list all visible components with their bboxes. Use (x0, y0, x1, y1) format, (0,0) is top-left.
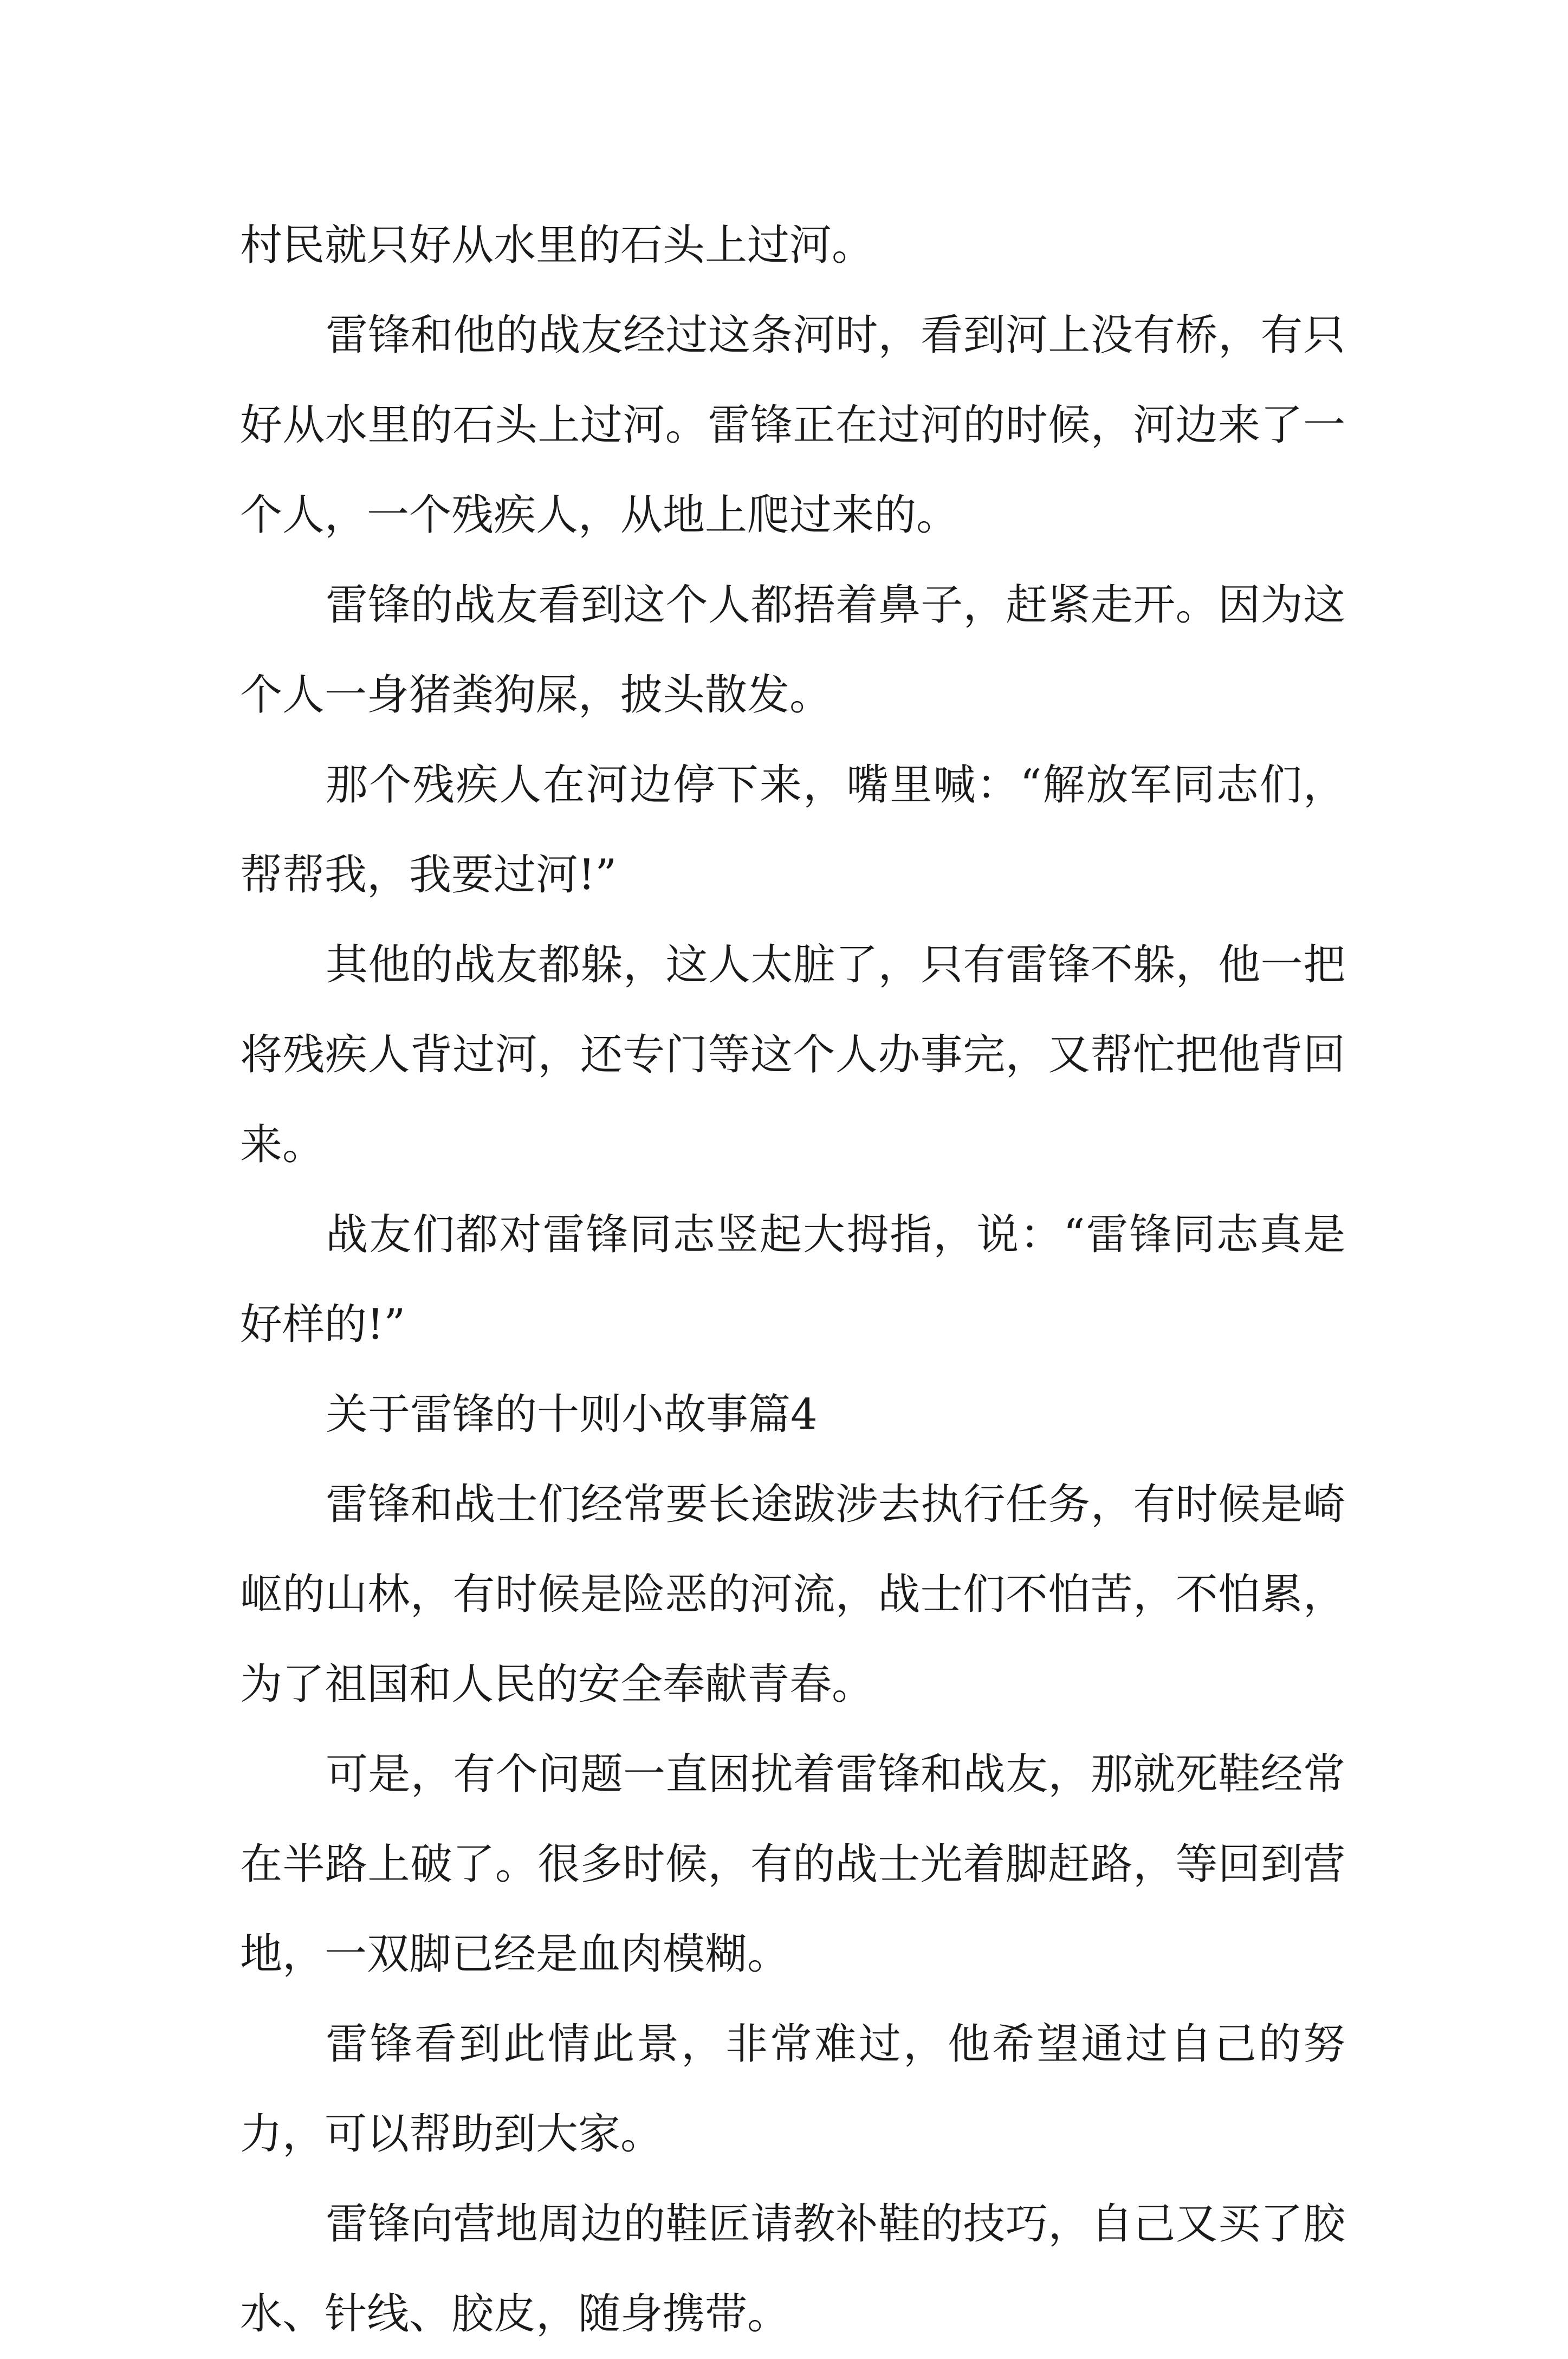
paragraph-9: 雷锋看到此情此景，非常难过，他希望通过自己的努力，可以帮助到大家。 (240, 2020, 1345, 2159)
paragraph-3: 雷锋的战友看到这个人都捂着鼻子，赶紧走开。因为这个人一身猪粪狗屎，披头散发。 (240, 581, 1345, 720)
paragraph-2: 雷锋和他的战友经过这条河时，看到河上没有桥，有只好从水里的石头上过河。雷锋正在过河的时候，河边来了一个人，一个残疾人，从地上爬过来的。 (240, 311, 1345, 540)
paragraph-7: 雷锋和战士们经常要长途跋涉去执行任务，有时候是崎岖的山林，有时候是险恶的河流，战士们不怕苦，不怕累，为了祖国和人民的安全奉献青春。 (240, 1480, 1345, 1709)
document-page (240, 200, 1345, 2359)
paragraph-4: 那个残疾人在河边停下来，嘴里喊：“解放军同志们，帮帮我，我要过河!” (240, 761, 1345, 899)
paragraph-1: 村民就只好从水里的石头上过河。 (240, 221, 874, 270)
paragraph-6: 战友们都对雷锋同志竖起大拇指，说：“雷锋同志真是好样的!” (240, 1210, 1345, 1349)
paragraph-5: 其他的战友都躲，这人太脏了，只有雷锋不躲，他一把将残疾人背过河，还专门等这个人办事完，又帮忙把他背回来。 (240, 941, 1345, 1169)
paragraph-8: 可是，有个问题一直困扰着雷锋和战友，那就死鞋经常在半路上破了。很多时候，有的战士光着脚赶路，等回到营地，一双脚已经是血肉模糊。 (240, 1750, 1345, 1979)
paragraph-10: 雷锋向营地周边的鞋匠请教补鞋的技巧，自己又买了胶水、针线、胶皮，随身携带。 (240, 2200, 1345, 2338)
section-heading: 关于雷锋的十则小故事篇4 (326, 1390, 818, 1439)
